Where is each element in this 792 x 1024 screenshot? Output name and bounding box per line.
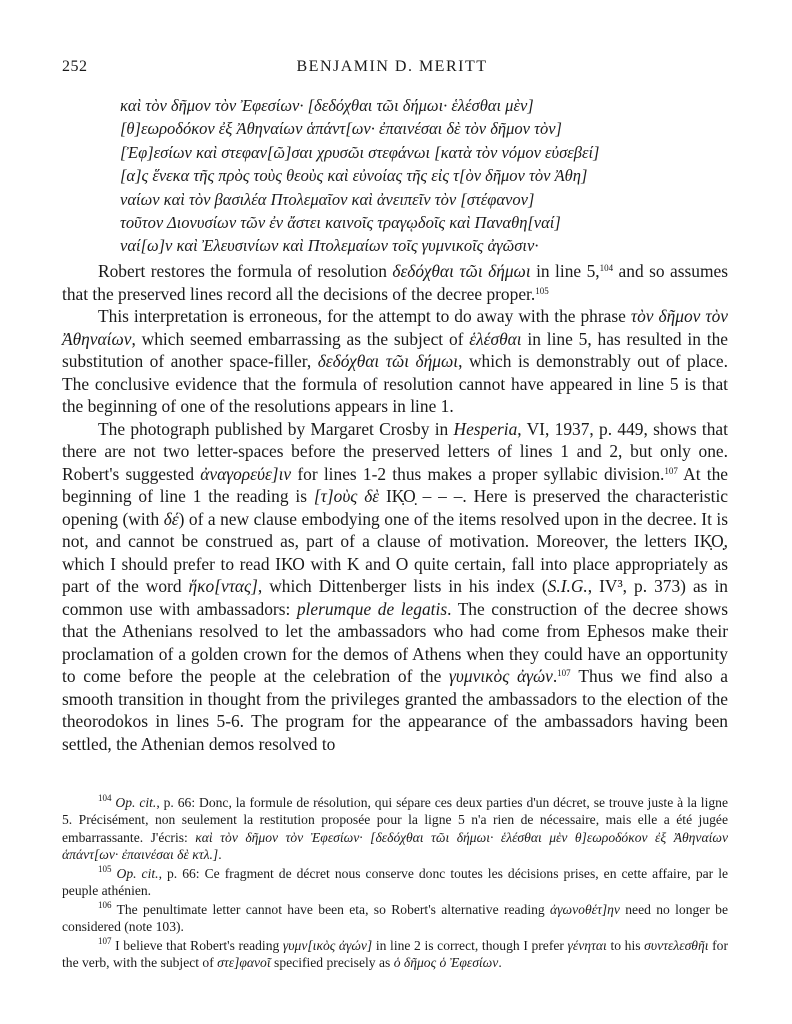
text-run: , which seemed embarrassing as the subject of bbox=[131, 328, 470, 349]
paragraph-1 bbox=[62, 260, 728, 305]
latin-phrase: plerumque de legatis bbox=[296, 598, 448, 619]
text-run: This interpretation is erroneous, for the attempt to do away with the phrase bbox=[98, 306, 631, 326]
footnote-number: 105 bbox=[98, 863, 112, 874]
paragraph-2 bbox=[62, 305, 728, 418]
body-text bbox=[62, 260, 728, 755]
text-run: , which I should prefer to read ΙΚΟ with Κ and Ο quite certain, fall into place appropriately as part of the word bbox=[62, 531, 728, 596]
inscription-line: [α]ς ἕνεκα τῆς πρὸς τοὺς θεοὺς καὶ εὐνοίας τῆς εἰς τ[ὸν δῆμον τὸν Ἀθη] bbox=[120, 166, 588, 186]
inscription-line: [Ἐφ]εσίων καὶ στεφαν[ῶ]σαι χρυσῶι στεφάνωι [κατὰ τὸν νόμον εὐσεβεί] bbox=[120, 142, 600, 162]
text-run: , IV³, p. 373) as in common use with ambassadors: bbox=[62, 576, 728, 619]
footnote-number: 107 bbox=[98, 935, 112, 946]
text-run: I believe that Robert's reading bbox=[111, 937, 283, 953]
footnote-ref-106[interactable]: 107 bbox=[664, 465, 678, 476]
footnotes bbox=[62, 794, 728, 973]
inscription-text bbox=[120, 94, 720, 258]
greek-phrase: ἀναγορεύε]ιν bbox=[200, 463, 292, 484]
citation-abbrev: Op. cit. bbox=[115, 795, 157, 810]
footnote-105 bbox=[62, 865, 728, 900]
text-run: ΙΚ̣Ο̣ – – –. Here is preserved the characteristic opening (with bbox=[62, 486, 728, 529]
journal-title: Hesperia bbox=[453, 418, 518, 439]
text-run: need no longer be considered (note 103). bbox=[62, 901, 728, 935]
text-run: At the beginning of line 1 the reading is bbox=[62, 463, 728, 506]
text-run: , p. 66: Donc, la formule de résolution, qui sépare ces deux parties d'un décret, se trouve juste à la ligne 5. Précisément, non seulement la restitution proposée pour la ligne 5 n'a rien de nécessaire, mais elle a été jugée embarrassante. J'écris: bbox=[62, 795, 728, 845]
greek-phrase: δέ bbox=[163, 508, 179, 529]
inscription-line: [θ]εωροδόκον ἐξ Ἀθηναίων ἁπάντ[ων· ἐπαινέσαι δὲ τὸν δῆμον τὸν] bbox=[120, 119, 562, 139]
text-run: ) of a new clause embodying one of the items resolved upon in the decree. It is not, and cannot be construed as, part of a clause of motivation. Moreover, the letters bbox=[62, 508, 729, 551]
text-run: Robert restores the formula of resolution bbox=[98, 261, 393, 281]
greek-phrase: γένηται bbox=[567, 937, 607, 953]
running-head: BENJAMIN D. MERITT bbox=[296, 58, 488, 75]
footnote-number: 104 bbox=[98, 793, 112, 803]
text-run: , p. 66: Ce fragment de décret nous conserve donc toutes les décisions prises, en cette affaire, par le peuple athénien. bbox=[62, 865, 728, 898]
text-run: for the verb, with the subject of bbox=[62, 937, 728, 971]
text-run: for lines 1-2 thus makes a proper syllabic division. bbox=[291, 463, 665, 484]
text-run: , VI, 1937, p. 449, shows that there are not two letter-spaces before the preserved letters of lines 1 and 2, but only one. Robert's suggested bbox=[62, 418, 728, 484]
greek-phrase: στε]φανοῖ bbox=[217, 955, 271, 971]
inscription-line: ναί[ω]ν καὶ Ἐλευσινίων καὶ Πτολεμαίων τοῖς γυμνικοῖς ἀγῶσιν· bbox=[120, 236, 539, 256]
footnote-107 bbox=[62, 937, 728, 972]
text-run: and so assumes that the preserved lines record all the decisions of the decree proper. bbox=[62, 261, 728, 304]
text-run: in line 5, has resulted in the substitution of another space-filler, bbox=[62, 328, 728, 371]
greek-phrase: γυμν[ικὸς ἀγών] bbox=[282, 937, 373, 953]
text-run: The photograph published by Margaret Crosby in bbox=[98, 418, 454, 439]
text-run: specified precisely as bbox=[270, 955, 394, 971]
greek-phrase: ὁ δῆμος ὁ Ἐφεσίων bbox=[393, 955, 499, 971]
text-run: . bbox=[498, 955, 502, 971]
citation-abbrev: S.I.G. bbox=[547, 576, 588, 596]
text-run: . The construction of the decree shows that the Athenians resolved to let the ambassadors who had come from Ephesos make their proclamation of a golden crown for the demos of Athens when they could have an opportunity to come before the people at the celebration of the bbox=[62, 598, 729, 686]
footnote-104 bbox=[62, 794, 728, 863]
footnote-ref-104[interactable]: 104 bbox=[599, 263, 614, 273]
citation-abbrev: Op. cit. bbox=[116, 865, 159, 881]
inscription-line: καὶ τὸν δῆμον τὸν Ἐφεσίων· [δεδόχθαι τῶι δήμωι· ἑλέσθαι μὲν] bbox=[120, 96, 534, 115]
text-run: . bbox=[552, 666, 558, 686]
greek-phrase: καὶ τὸν δῆμον τὸν Ἐφεσίων· [δεδόχθαι τῶι δήμωι· ἑλέσθαι μὲν θ]εωροδόκον ἐξ Ἀθηναίων ἁπάντ[ων· ἐπαινέσαι δὲ κτλ.] bbox=[62, 829, 728, 862]
text-run: in line 5, bbox=[530, 261, 600, 281]
inscription-line: τοῦτον Διονυσίων τῶν ἐν ἄστει καινοῖς τραγῳδοῖς καὶ Παναθη[ναί] bbox=[120, 213, 561, 233]
text-run: The penultimate letter cannot have been eta, so Robert's alternative reading bbox=[111, 901, 551, 917]
text-run: , which Dittenberger lists in his index ( bbox=[257, 576, 548, 596]
footnote-106 bbox=[62, 901, 728, 936]
paragraph-3 bbox=[62, 418, 728, 756]
greek-phrase: ἀγωνοθέτ]ην bbox=[550, 901, 620, 917]
footnote-number: 106 bbox=[98, 899, 112, 910]
text-run: , which is demonstrably out of place. The conclusive evidence that the formula of resolution cannot have appeared in line 5 is that the beginning of one of the resolutions appears in line 1. bbox=[62, 351, 728, 416]
text-run: to his bbox=[606, 937, 645, 953]
greek-phrase: [τ]οὺς δὲ bbox=[313, 486, 380, 506]
text-run: Thus we find also a smooth transition in thought from the privileges granted the ambassadors to the election of the theorodokos in lines 5-6. The program for the appearance of the ambassadors having been settled, the Athenian demos resolved to bbox=[62, 666, 729, 754]
greek-phrase: ἥκο[ντας] bbox=[188, 576, 258, 596]
text-run: . bbox=[218, 846, 222, 862]
page-number: 252 bbox=[62, 58, 88, 75]
inscription-line: ναίων καὶ τὸν βασιλέα Πτολεμαῖον καὶ ἀνειπεῖν τὸν [στέφανον] bbox=[120, 189, 535, 209]
greek-phrase: συντελεσθῆι bbox=[644, 937, 709, 953]
footnote-ref-107[interactable]: 107 bbox=[557, 668, 571, 678]
greek-phrase: γυμνικὸς ἀγών bbox=[449, 666, 553, 686]
greek-phrase: δεδόχθαι τῶι δήμωι bbox=[392, 261, 531, 281]
text-run: in line 2 is correct, though I prefer bbox=[372, 937, 568, 953]
inscription-letters: ΙΚ̣Ο̣ bbox=[693, 531, 724, 551]
greek-phrase: δεδόχθαι τῶι δήμωι bbox=[317, 351, 459, 371]
page-header bbox=[62, 58, 722, 82]
footnote-ref-105[interactable]: 105 bbox=[535, 285, 549, 296]
greek-phrase: ἑλέσθαι bbox=[469, 328, 522, 349]
greek-phrase: τὸν δῆμον τὸν Ἀθηναίων bbox=[62, 306, 728, 349]
